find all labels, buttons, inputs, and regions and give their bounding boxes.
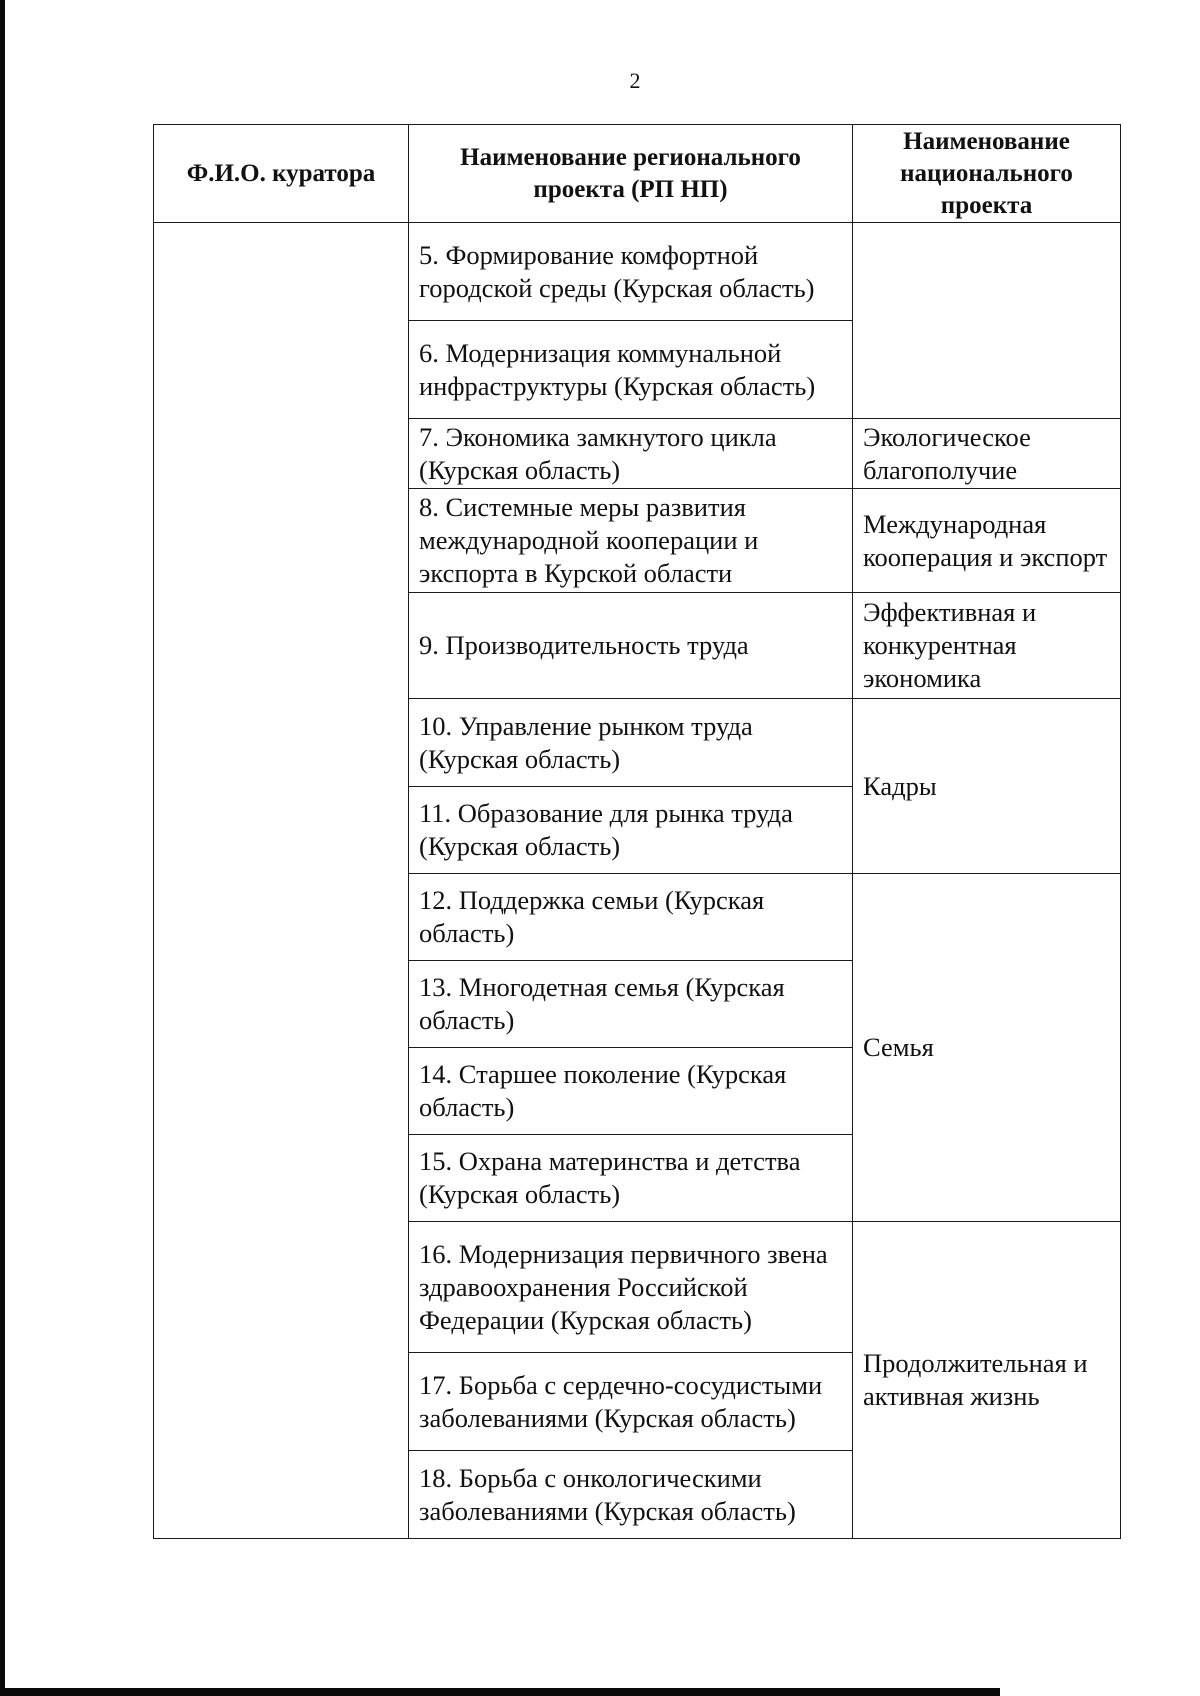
regional-project-cell: 10. Управление рынком труда (Курская область) xyxy=(409,699,853,787)
national-project-cell: Эффективная и конкурентная экономика xyxy=(853,593,1121,699)
regional-project-cell: 5. Формирование комфортной городской среды (Курская область) xyxy=(409,223,853,321)
header-national-project: Наименование национального проекта xyxy=(853,125,1121,223)
national-project-cell xyxy=(853,223,1121,419)
regional-project-cell: 8. Системные меры развития международной кооперации и экспорта в Курской области xyxy=(409,489,853,593)
regional-project-cell: 13. Многодетная семья (Курская область) xyxy=(409,961,853,1048)
header-regional-project: Наименование регионального проекта (РП НП) xyxy=(409,125,853,223)
national-project-cell: Международная кооперация и экспорт xyxy=(853,489,1121,593)
page-number: 2 xyxy=(629,68,641,93)
regional-project-cell: 15. Охрана материнства и детства (Курская область) xyxy=(409,1135,853,1222)
national-project-cell: Экологическое благополучие xyxy=(853,419,1121,489)
regional-project-cell: 16. Модернизация первичного звена здравоохранения Российской Федерации (Курская область) xyxy=(409,1222,853,1353)
header-curator: Ф.И.О. куратора xyxy=(154,125,409,223)
regional-project-cell: 9. Производительность труда xyxy=(409,593,853,699)
table-header-row xyxy=(154,125,1121,223)
curator-cell xyxy=(154,223,409,1539)
regional-project-cell: 14. Старшее поколение (Курская область) xyxy=(409,1048,853,1135)
national-project-cell: Кадры xyxy=(853,699,1121,874)
regional-project-cell: 12. Поддержка семьи (Курская область) xyxy=(409,874,853,961)
projects-table xyxy=(153,124,1121,1539)
national-project-cell: Семья xyxy=(853,874,1121,1222)
table-row xyxy=(154,223,1121,321)
regional-project-cell: 7. Экономика замкнутого цикла (Курская область) xyxy=(409,419,853,489)
national-project-cell: Продолжительная и активная жизнь xyxy=(853,1222,1121,1539)
scan-left-edge xyxy=(0,0,5,1696)
regional-project-cell: 18. Борьба с онкологическими заболеваниями (Курская область) xyxy=(409,1451,853,1539)
regional-project-cell: 17. Борьба с сердечно-сосудистыми заболеваниями (Курская область) xyxy=(409,1353,853,1451)
scan-bottom-edge xyxy=(0,1688,1000,1696)
regional-project-cell: 6. Модернизация коммунальной инфраструктуры (Курская область) xyxy=(409,321,853,419)
regional-project-cell: 11. Образование для рынка труда (Курская область) xyxy=(409,787,853,874)
